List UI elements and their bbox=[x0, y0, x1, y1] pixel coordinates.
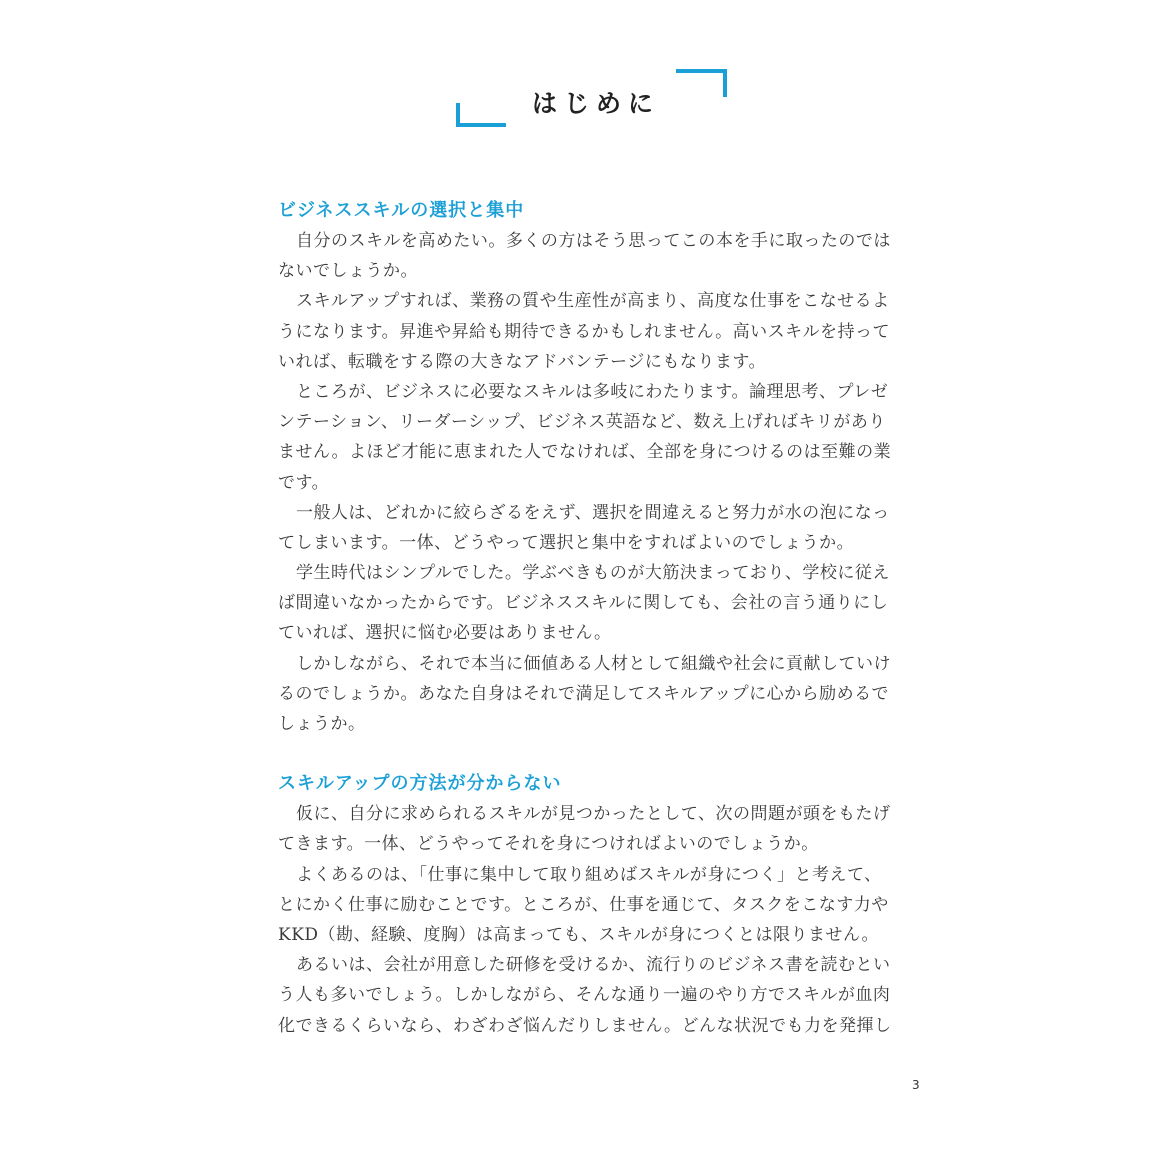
page-title: はじめに bbox=[532, 89, 661, 118]
text-line: ところが、ビジネスに必要なスキルは多岐にわたります。論理思考、プレゼ bbox=[296, 381, 889, 402]
paragraph bbox=[278, 498, 908, 558]
text-line: てしまいます。一体、どうやって選択と集中をすればよいのでしょうか。 bbox=[278, 532, 855, 553]
paragraph bbox=[278, 950, 908, 1041]
text-line: ば間違いなかったからです。ビジネススキルに関しても、会社の言う通りにし bbox=[278, 593, 889, 614]
title-bracket-right-decoration bbox=[676, 69, 727, 97]
paragraph bbox=[278, 377, 908, 498]
text-line: スキルアップすれば、業務の質や生産性が高まり、高度な仕事をこなせるよ bbox=[296, 291, 890, 312]
paragraph bbox=[278, 649, 908, 740]
text-line: です。 bbox=[278, 472, 330, 493]
text-line: ません。よほど才能に恵まれた人でなければ、全部を身につけるのは至難の業 bbox=[278, 442, 892, 463]
text-line: 仮に、自分に求められるスキルが見つかったとして、次の問題が頭をもたげ bbox=[296, 804, 891, 825]
body-content bbox=[278, 196, 908, 1041]
title-bracket-left-decoration bbox=[456, 103, 506, 127]
section bbox=[278, 769, 908, 1041]
section bbox=[278, 196, 908, 739]
text-line: いれば、転職をする際の大きなアドバンテージにもなります。 bbox=[278, 351, 766, 372]
text-line: ないでしょうか。 bbox=[278, 261, 418, 282]
text-line: あるいは、会社が用意した研修を受けるか、流行りのビジネス書を読むとい bbox=[296, 955, 891, 976]
text-line: しょうか。 bbox=[278, 714, 366, 734]
section-heading: ビジネススキルの選択と集中 bbox=[278, 200, 525, 221]
text-line: てきます。一体、どうやってそれを身につければよいのでしょうか。 bbox=[278, 834, 819, 855]
paragraph bbox=[278, 286, 908, 377]
text-line: ンテーション、リーダーシップ、ビジネス英語など、数え上げればキリがあり bbox=[278, 412, 886, 433]
title-area bbox=[448, 66, 738, 138]
text-line: う人も多いでしょう。しかしながら、そんな通り一遍のやり方でスキルが血肉 bbox=[278, 985, 891, 1006]
page-number: 3 bbox=[912, 1078, 920, 1092]
text-line: うになります。昇進や昇給も期待できるかもしれません。高いスキルを持って bbox=[278, 321, 890, 342]
text-line: 一般人は、どれかに絞らざるをえず、選択を間違えると努力が水の泡になっ bbox=[296, 502, 890, 523]
paragraph bbox=[278, 558, 908, 649]
paragraph bbox=[278, 799, 908, 859]
text-line: 自分のスキルを高めたい。多くの方はそう思ってこの本を手に取ったのでは bbox=[296, 231, 891, 251]
text-line: よくあるのは、「仕事に集中して取り組めばスキルが身につく」と考えて、 bbox=[296, 864, 882, 885]
text-line: 学生時代はシンプルでした。学ぶべきものが大筋決まっており、学校に従え bbox=[296, 563, 890, 584]
text-line: るのでしょうか。あなた自身はそれで満足してスキルアップに心から励めるで bbox=[278, 683, 889, 704]
text-line: ていれば、選択に悩む必要はありません。 bbox=[278, 623, 612, 644]
paragraph bbox=[278, 226, 908, 286]
text-line: とにかく仕事に励むことです。ところが、仕事を通じて、タスクをこなす力や bbox=[278, 894, 889, 915]
text-line: 化できるくらいなら、わざわざ悩んだりしません。どんな状況でも力を発揮し bbox=[278, 1015, 892, 1036]
text-line: しかしながら、それで本当に価値ある人材として組織や社会に貢献していけ bbox=[296, 653, 891, 674]
text-line: KKD（勘、経験、度胸）は高まっても、スキルが身につくとは限りません。 bbox=[278, 924, 880, 945]
paragraph bbox=[278, 860, 908, 951]
section-heading: スキルアップの方法が分からない bbox=[278, 773, 562, 795]
